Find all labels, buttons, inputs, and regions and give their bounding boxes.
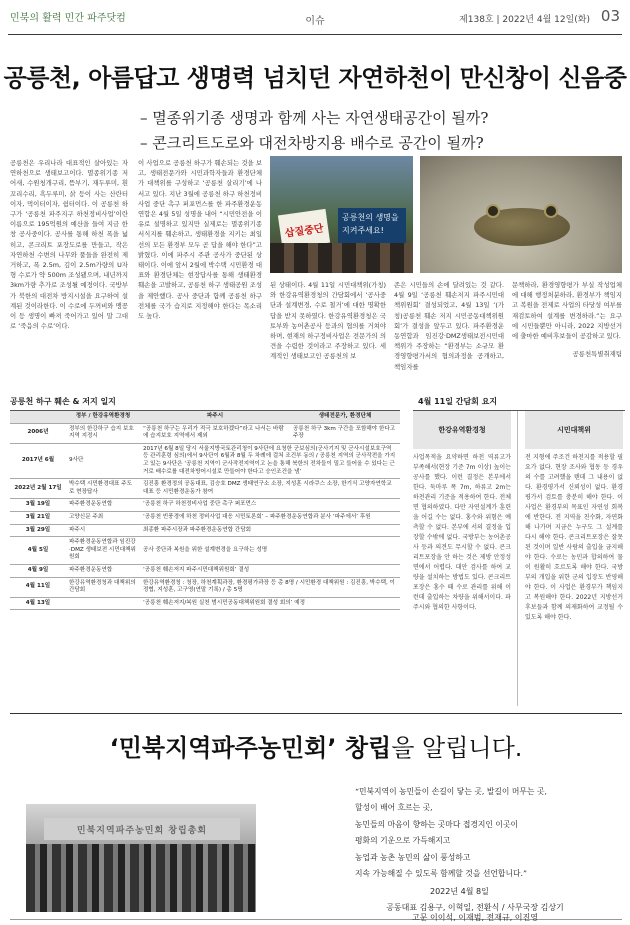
ad-declaration — [355, 784, 625, 882]
timeline-header-row — [10, 411, 400, 424]
meeting-ministry-text: 사업목적을 요약하면 하천 역류고가 부족해서(현장 기준 7m 이상) 높이는 공사를 했다. 이런 결정은 본부에서 한다. 둑마루 폭 7m, 하류고 2m는 하천관리 기준을 적용하여 한다. 전체면 협의하였다. 다만 자연설계가 훈련을 어길 수는 없다. 홍수와 위험은 예측할 수 없다. 본부에 서의 결정을 입장할 수밖에 없다. 국방부는 농어촌공사 등과 의견도 무시할 수 없다. 콘크리트포장을 안 하는 것은 제방 안정성 면에서 어렵다. 대안 검사를 하여 교량을 설치하는 방법도 있다. 콘크리트포장은 홍수 때 수로 관리를 위해 이런데 출입하는 차량을 위해서이다. 파주시와 협의한 사항이다. — [413, 454, 511, 611]
row-gov: 파주환경운동연합과 임진강·DMZ 생태보전 시민대책위원회 — [66, 537, 140, 565]
table-row — [10, 479, 400, 499]
timeline-header-city: 파주시 — [140, 411, 290, 424]
declaration-line: “민북지역이 농민들이 손길이 닿는 곳, 발길이 머무는 곳, — [355, 787, 547, 796]
table-row — [10, 423, 400, 443]
article-column-3: 된 상태이다. 4월 11일 시민대책위(가칭)와 한강유역환경청의 간담회에서 ‘공사중단과 설계변경, 수로 철거’에 대한 명확한 답을 받지 못하였다. 한강유역환경청은 국토부와 농어촌공사 등과의 협의를 거쳐야하며, 현재의 하구정비사업은 전문가의 의견을 수렴한 것이라고 주장하고 있다. 세계적인 생태보고인 공릉천의 보 — [270, 281, 386, 361]
row-eco: 공릉천 하구 3km 구간을 포함해야 한다고 주장 — [290, 423, 400, 443]
protest-sign-save: 공릉천의 생명을 지켜주세요! — [338, 208, 406, 244]
row-date: 2017년 6월 — [10, 443, 66, 478]
table-row — [10, 524, 400, 537]
declaration-line: 지속 가능해질 수 있도록 함께할 것을 선언합니다.” — [355, 869, 527, 879]
row-date: 4월 11일 — [10, 577, 66, 597]
frog-photo — [420, 156, 622, 273]
row-gov: 정부의 한강하구 습지 보호 지역 지정시 — [66, 423, 140, 443]
declaration-line: 농업과 농촌 농민의 삶이 풍성하고 — [355, 852, 471, 862]
row-gov: 파주환경운동연합 — [66, 499, 140, 512]
page-number: 03 — [600, 7, 620, 25]
masthead — [0, 0, 630, 36]
row-city: 2017년 6월 8일 당시 서울지방국토관리청이 9사단에 요청한 군보심의(군사기지 및 군사시설보호구역 등 관리훈령 심의)에서 9사단이 6월과 8월 두 차례에 걸쳐 조건부 동의 / 공릉천 지역의 군사작전을 가지고 있는 9사단은 ‘공릉천 지역이 군사작전지역이고 논을 통해 북한의 전차들이 밀고 들어올 수 있다는 근거로 배수로를 대전차방어시설로 만들어야 한다고 승인조건을 냄’ — [140, 443, 400, 478]
row-gov: 박수택 시민환경대표 주도로 현장답사 — [66, 479, 140, 499]
timeline-title: 공릉천 하구 훼손 & 저지 일지 — [10, 397, 116, 406]
article-column-5-text: 문책하라, 환경영향평가 부실 작성업체에 대해 행정처분하라, 환경부가 책임지고 복원을 전제로 사업의 타당성 여부를 재검토하여 설계를 변경하라.”는 요구에 시민들뿐만 아니라, 2022 지방선거에 출마한 예비후보들이 공감하고 있다. — [512, 281, 622, 341]
row-city: 김진흥 환경정의 공동대표, 김승호 DMZ 생태연구소 소장, 지성훈 시라쿠스 소장, 한기식 고양자연학교 대표 등 시민환경운동가 참여 — [140, 479, 400, 499]
article-column-1: 공릉천은 우리나라 대표적인 살아있는 자연하천으로 생태보고이다. 멸종위기종 저어새, 수원청개구리, 뜸부기, 재두루미, 흰꼬리수리, 흑두루미, 삵 등이 사는 산란터이자, 먹이터이자, 쉼터이다. 이 공릉천 하구가 ‘공릉천 파주지구 하천정비사업’이란 이름으로 195억원의 예산을 들여 지금 한창 공사중이다. 공사를 통해 하천 폭을 넓히고, 콘크리트 포장도로를 만들고, 작은 자연하천 수변의 나무와 풀들을 완전히 제거하고, 폭 2.5m, 깊이 2.5m가량의 U자형 수로가 약 500m 조성됐으며, 내년까지 3km가량 추가로 조성될 예정이다. 국방부가 북한의 대전차 방지시설을 요구하여 설계된 것이라한다. 이 수로에 두꺼비와 맹꽁이 등 생명이 빠져 죽어가고 있어 말 그대로 ‘죽음의 수로’이다. — [10, 159, 128, 331]
declaration-line: 할성이 배어 흐르는 곳, — [355, 803, 433, 813]
table-row — [10, 577, 400, 597]
row-city: 한강유역환경청 : 청장, 하천계획과장, 환경평가과장 등 총 8명 / 시민환경 대책위원 : 김진흥, 박수택, 이정협, 지성훈, 고구영(연말 기록) / 총 5명 — [140, 577, 400, 597]
timeline-header-date — [10, 411, 66, 424]
section-label: 이슈 — [305, 16, 325, 27]
ad-signature-representatives: 공동대표 김용구, 이혁일, 전환식 / 사무국장 김상기 — [386, 903, 564, 912]
meeting-summary — [413, 410, 625, 706]
row-city: “공릉천 하구는 우리가 적극 보호하겠다”라고 나서는 바람에 습지보호 지역에서 제외 — [140, 423, 290, 443]
row-date: 4월 9일 — [10, 564, 66, 577]
meeting-divider — [517, 411, 518, 706]
protest-photo — [270, 156, 413, 273]
meeting-title: 4월 11일 간담회 요지 — [418, 397, 498, 406]
frog-eye-left — [486, 204, 500, 218]
article-column-4: 존은 시민들의 손에 달려있는 것 같다. 4월 9일 ‘공릉천 훼손저지 파주시민대책위원회’ 결성되었고, 4월 13일 ‘(가칭)공릉천 훼손 저지 시민공동대책위원회’가 결성을 앞두고 있다. 파주환경운동연합과 임진강·DMZ생태보전시민대책위가 주장하는 “환경부는 소규모 환경영향평가서의 협의과정을 공개하고, 책임자를 — [394, 281, 504, 371]
protesters — [270, 243, 413, 273]
page-headline: 공릉천, 아름답고 생명력 넘치던 자연하천이 만신창이 신음중 — [3, 64, 627, 92]
ad-title — [10, 728, 622, 763]
protest-sign-stop: 삽질중단 — [278, 209, 330, 249]
table-row — [10, 499, 400, 512]
row-date: 3월 29일 — [10, 524, 66, 537]
row-gov: 파주환경운동연합 — [66, 564, 140, 577]
declaration-line: 농민들의 마음이 향하는 곳마다 접경지인 이곳이 — [355, 819, 519, 829]
table-row — [10, 443, 400, 478]
table-row — [10, 597, 400, 610]
header-rule — [8, 34, 622, 35]
row-city: ‘공릉천 빈풍경에 하천 정비사업 대응 시민토론회’ – 파주환경운동연합과 분사 ‘파주에서’ 후원 — [140, 511, 400, 524]
table-row — [10, 537, 400, 565]
row-gov: 고양신문 주최 — [66, 511, 140, 524]
newspaper-logo: 민북의 활력 민간 파주닷컴 — [10, 13, 126, 24]
group-photo — [26, 804, 256, 912]
row-gov: 파주시 — [66, 524, 140, 537]
row-city: ‘공릉천 훼손저지 파주시민대책위원회’ 결성 — [140, 564, 400, 577]
article-column-5 — [512, 280, 622, 359]
article-column-2: 이 사업으로 공릉천 하구가 훼손되는 것을 보고, 생태전문가와 시민과학자들과 환경단체가 대책위를 구성하고 ‘공릉천 살리기’에 나서고 있다. 지난 3월에 공릉천 하구 하천정비사업 중단 촉구 퍼포먼스를 한 파주환경운동연합은 4월 5일 성명을 내어 “시민안전을 이유로 설명하고 있지만 실제로는 멸종위기종 서식지를 훼손하고, 생태환경을 지키는 최일선의 모든 환경부 모두 곧 답을 해야 한다”고 밝혔다. 이에 파주시 주관 공사가 중단된 상태이다. 이에 앞서 2월에 박수택 시민환경 대표와 환경단체는 현장답사를 통해 생태환경 훼손을 고발하고, 공릉천 하구 생태공원 조성을 제안했다. 공사 중단과 함께 공릉천 하구 전체를 국가 습지로 지정해야 한다는 목소리도 높다. — [138, 159, 262, 321]
subheadline-1: – 멸종위기종 생명과 함께 사는 자연생태공간이 될까? — [140, 109, 489, 127]
row-city: ‘공릉천 훼손저지/복원 실천 범시민공동대책위원회 결성 회의’ 예정 — [140, 597, 400, 610]
group-photo-crowd — [26, 844, 256, 912]
table-row — [10, 564, 400, 577]
row-city: ‘공릉천 하구 하천정비사업 중단 촉구 퍼포먼스 — [140, 499, 400, 512]
ad-title-rest: 을 알립니다. — [391, 734, 523, 762]
meeting-citizens-text: 전 지형에 주조건 하천지를 적용할 필요가 없다. 현장 조사와 협동 등 경우의 수를 고려했을 텐데 그 내용이 없다. 환경평가서 신뢰성이 없다. 환경평가서 검토를 충분히 해야 한다. 이 사업은 환경부의 목표인 자연성 회복에 반한다. 전 지역을 친수화, 자연화해 나가며 지금은 누구도 그 설계를 다시 해야 한다. 콘크리트포장은 잘못된 것이며 일반 사람의 출입을 금지해야 한다. 수로는 농민과 합의하여 물이 원활히 흐르도록 해야 한다. 국방부의 개입을 위한 군의 입장도 반영해야 한다. 이 사업은 환경부가 책임지고 복원해야 한다. 2022년 지방선거 후보들과 함께 의제화하여 교정될 수 있도록 해야 한다. — [525, 454, 623, 621]
issue-info: 제138호 | 2022년 4월 12일(화) — [459, 15, 590, 25]
meeting-header-citizens: 시민대책위 — [525, 411, 623, 449]
row-city: 최종환 파주시장과 파주환경운동연합 간담회 — [140, 524, 400, 537]
meeting-header-ministry: 한강유역환경청 — [413, 411, 511, 449]
subheadline-2: – 콘크리트도로와 대전차방지용 배수로 공간이 될까? — [140, 134, 484, 152]
subheadlines — [140, 106, 620, 156]
ad-title-bold: ‘민북지역파주농민회’ 창립 — [109, 734, 392, 762]
declaration-line: 평화의 기운으로 가득해지고 — [355, 836, 451, 846]
row-gov: 9사단 — [66, 443, 140, 478]
row-city: 공사 중단과 복원을 위한 설계변경을 요구하는 성명 — [140, 537, 400, 565]
ad-signature-advisors: 고문 이이석, 이재범, 전재규, 이진영 — [412, 913, 538, 922]
timeline-header-eco: 생태전문가, 환경단체 — [290, 411, 400, 424]
row-date: 4월 13일 — [10, 597, 66, 610]
timeline-table — [10, 410, 400, 610]
article-byline: 공릉천특별취재팀 — [572, 350, 622, 359]
row-date: 2022년 2월 17일 — [10, 479, 66, 499]
row-date: 3월 21일 — [10, 511, 66, 524]
frog-eye-right — [544, 204, 558, 218]
group-photo-banner: 민북지역파주농민회 창립총회 — [44, 818, 240, 840]
timeline-header-gov: 정부 / 한강유역환경청 — [66, 411, 140, 424]
row-date: 2006년 — [10, 423, 66, 443]
row-gov — [66, 597, 140, 610]
table-row — [10, 511, 400, 524]
ad-date: 2022년 4월 8일 — [430, 887, 489, 896]
row-date: 3월 19일 — [10, 499, 66, 512]
row-date: 4월 5일 — [10, 537, 66, 565]
row-gov: 한강유역환경청과 대책위의 간담회 — [66, 577, 140, 597]
farmers-association-ad — [10, 713, 622, 920]
